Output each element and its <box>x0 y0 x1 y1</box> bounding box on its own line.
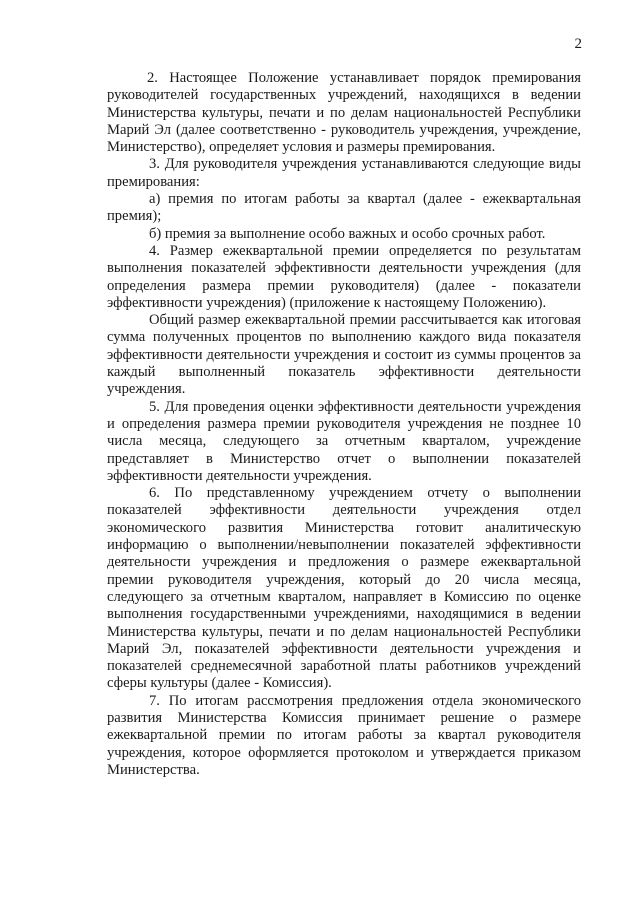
paragraph-subitem-a: а) премия по итогам работы за квартал (далее - ежеквартальная премия); <box>107 191 581 225</box>
paragraph-item-6: 6. По представленному учреждением отчету о выполнении показателей эффективности деятельности учреждения отдел экономического развития Министерства готовит аналитическую информацию о выполнении/невыполнении показателей эффективности деятельности учреждения и предложения о размере ежеквартальной премии руководителя учреждения, который до 20 числа месяца, следующего за отчетным кварталом, направляет в Комиссию по оценке выполнения государственными учреждениями, находящимися в ведении Министерства культуры, печати и по делам национальностей Республики Марий Эл, показателей эффективности деятельности учреждения и показателей среднемесячной заработной платы работников учреждений сферы культуры (далее - Комиссия). <box>107 485 581 692</box>
page-number: 2 <box>574 36 582 52</box>
paragraph-item-4: 4. Размер ежеквартальной премии определяется по результатам выполнения показателей эффективности деятельности учреждения (для определения размера премии руководителя) (далее - показатели эффективности учреждения) (приложение к настоящему Положению). <box>107 242 581 311</box>
paragraph-subitem-b: б) премия за выполнение особо важных и особо срочных работ. <box>149 225 546 242</box>
paragraph-item-4-total: Общий размер ежеквартальной премии рассчитывается как итоговая сумма полученных процентов по выполнению каждого вида показателя эффективности деятельности учреждения и состоит из суммы процентов за каждый выполненный показатель эффективности деятельности учреждения. <box>107 312 581 398</box>
document-body <box>107 70 581 779</box>
paragraph-item-2: 2. Настоящее Положение устанавливает порядок премирования руководителей государственных учреждений, находящихся в ведении Министерства культуры, печати и по делам национальностей Республики Марий Эл (далее соответственно - руководитель учреждения, учреждение, Министерство), определяет условия и размеры премирования. <box>107 70 581 156</box>
paragraph-item-7: 7. По итогам рассмотрения предложения отдела экономического развития Министерства Комиссия принимает решение о размере ежеквартальной премии по итогам работы за квартал руководителя учреждения, которое оформляется протоколом и утверждается приказом Министерства. <box>107 692 581 778</box>
paragraph-item-3: 3. Для руководителя учреждения устанавливаются следующие виды премирования: <box>107 156 581 190</box>
paragraph-item-5: 5. Для проведения оценки эффективности деятельности учреждения и определения размера премии руководителя учреждения не позднее 10 числа месяца, следующего за отчетным кварталом, учреждение представляет в Министерство отчет о выполнении показателей эффективности деятельности учреждения. <box>107 398 581 484</box>
